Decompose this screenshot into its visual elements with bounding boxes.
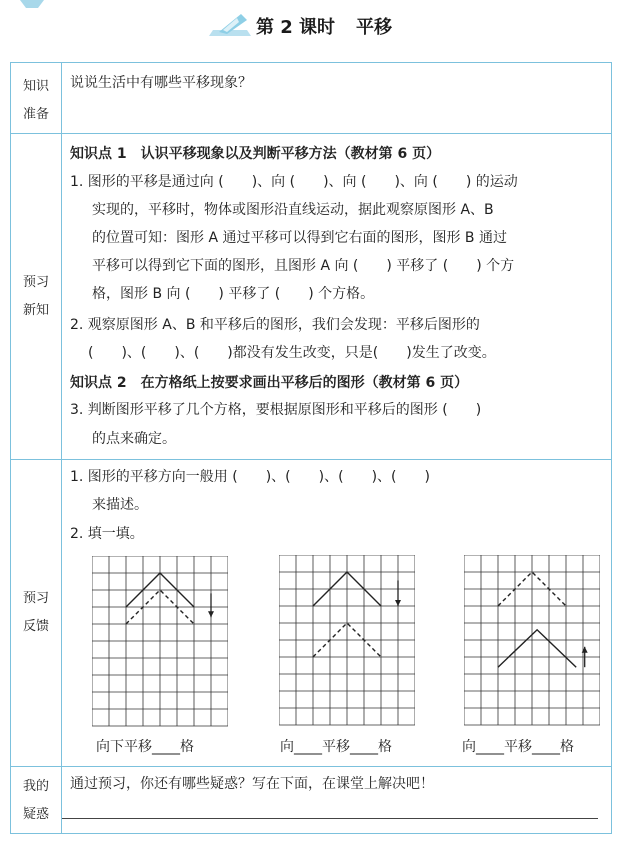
question-1-line-1: 1. 图形的平移是通过向 ( )、向 ( )、向 ( )、向 ( ) 的运动 (70, 174, 518, 190)
original-shape (498, 630, 576, 667)
section-label-bottom: 疑惑 (22, 807, 49, 822)
question-1-line-2: 实现的，平移时，物体或图形沿直线运动，据此观察原图形 A、B (92, 202, 494, 218)
book-logo-icon (205, 8, 255, 42)
section-label-top: 知识 (22, 79, 49, 94)
section-label-top: 预习 (22, 275, 49, 290)
section-label-top: 我的 (22, 779, 49, 794)
feedback-question-2: 2. 填一填。 (70, 526, 144, 542)
section-label-bottom: 反馈 (22, 619, 49, 634)
grid-figure-1 (92, 556, 228, 728)
column-divider (61, 63, 62, 833)
answer-line[interactable] (62, 818, 598, 819)
grid-figure-3 (464, 555, 600, 727)
question-2-line-1: 2. 观察原图形 A、B 和平移后的图形，我们会发现：平移后图形的 (70, 317, 480, 333)
corner-accent-icon (20, 0, 44, 8)
question-1-line-3: 的位置可知：图形 A 通过平移可以得到它右面的图形，图形 B 通过 (92, 230, 507, 246)
direction-arrow-head (395, 600, 401, 606)
feedback-question-1-line-2: 来描述。 (92, 497, 148, 513)
grid-caption-2: 向____平移____格 (280, 739, 392, 755)
feedback-question-1-line-1: 1. 图形的平移方向一般用 ( )、( )、( )、( ) (70, 469, 430, 485)
section-label-bottom: 准备 (22, 107, 49, 122)
question-2-line-2: ( )、( )、( )都没有发生改变，只是( )发生了改变。 (88, 345, 496, 361)
lesson-number: 第 2 课时 (256, 17, 336, 38)
row-divider (11, 459, 611, 460)
knowledge-point-1-heading: 知识点 1 认识平移现象以及判断平移方法（教材第 6 页） (70, 146, 441, 162)
title-bar (0, 0, 624, 50)
question-3-line-2: 的点来确定。 (92, 431, 176, 447)
question-1-line-5: 格，图形 B 向 ( ) 平移了 ( ) 个方格。 (92, 286, 375, 302)
section-label-top: 预习 (22, 591, 49, 606)
section-label-bottom: 新知 (22, 303, 49, 318)
question-1-line-4: 平移可以得到它下面的图形，且图形 A 向 ( ) 平移了 ( ) 个方 (92, 258, 515, 274)
direction-arrow-head (208, 611, 214, 617)
doubts-prompt: 通过预习，你还有哪些疑惑？写在下面，在课堂上解决吧！ (70, 776, 434, 792)
knowledge-point-2-heading: 知识点 2 在方格纸上按要求画出平移后的图形（教材第 6 页） (70, 375, 469, 391)
row-divider (11, 766, 611, 767)
grid-figure-2 (279, 555, 415, 727)
lesson-topic: 平移 (356, 17, 392, 38)
question-3-line-1: 3. 判断图形平移了几个方格，要根据原图形和平移后的图形 ( ) (70, 402, 482, 418)
grid-caption-3: 向____平移____格 (462, 739, 574, 755)
row-divider (11, 133, 611, 134)
prep-question: 说说生活中有哪些平移现象？ (70, 75, 252, 91)
grid-caption-1: 向下平移____格 (96, 739, 194, 755)
